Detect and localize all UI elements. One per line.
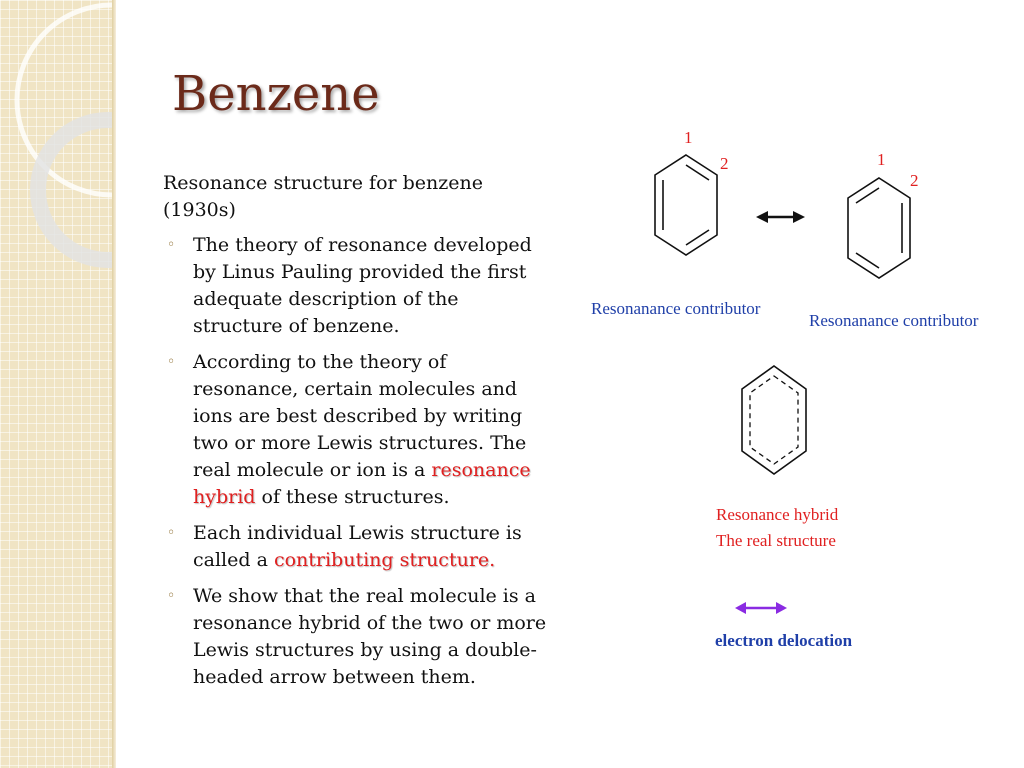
delocation-label: electron delocation xyxy=(715,631,853,650)
benzene-resonance-diagram xyxy=(560,110,980,670)
hybrid-label: The real structure xyxy=(716,531,836,550)
bullet-item xyxy=(163,349,553,511)
bullet-marker: ◦ xyxy=(167,354,176,370)
bullet-text: We show that the real molecule is a resonance hybrid of the two or more Lewis structures by using a double-headed arrow between them. xyxy=(193,585,547,688)
slide-title: Benzene xyxy=(172,66,380,122)
highlight-term: resonance hybrid xyxy=(193,459,531,508)
position-label: 1 xyxy=(877,150,886,169)
bullet-item xyxy=(163,520,553,574)
position-label: 2 xyxy=(720,154,729,173)
bullet-marker: ◦ xyxy=(167,525,176,541)
contributor-label: Resonanance contributor xyxy=(591,299,761,318)
bullet-marker: ◦ xyxy=(167,237,176,253)
benzene-contributor-left xyxy=(655,155,717,255)
bullet-item xyxy=(163,583,553,691)
slide-body xyxy=(163,170,553,700)
decorative-rings xyxy=(0,0,112,768)
resonance-arrow xyxy=(756,211,805,223)
bullet-text: . xyxy=(489,549,496,571)
position-label: 2 xyxy=(910,171,919,190)
delocation-arrow xyxy=(735,602,787,614)
bullet-text: Each individual Lewis structure is called a xyxy=(193,522,522,571)
bullet-text: of these structures. xyxy=(255,486,450,508)
decorative-sidebar xyxy=(0,0,112,768)
bullet-item xyxy=(163,232,553,340)
sidebar-edge xyxy=(112,0,116,768)
benzene-contributor-right xyxy=(848,178,910,278)
position-label: 1 xyxy=(684,128,693,147)
highlight-term: contributing structure xyxy=(273,549,490,571)
bullet-text: The theory of resonance developed by Linus Pauling provided the first adequate description of the structure of benzene. xyxy=(193,234,532,337)
bullet-text: According to the theory of resonance, certain molecules and ions are best described by writing two or more Lewis structures. The real molecule or ion is a xyxy=(193,351,527,481)
benzene-hybrid xyxy=(742,366,806,474)
hybrid-label: Resonance hybrid xyxy=(716,505,839,524)
bullet-list xyxy=(163,232,553,691)
contributor-label: Resonanance contributor xyxy=(809,311,979,330)
intro-text: Resonance structure for benzene (1930s) xyxy=(163,172,484,221)
bullet-marker: ◦ xyxy=(167,588,176,604)
